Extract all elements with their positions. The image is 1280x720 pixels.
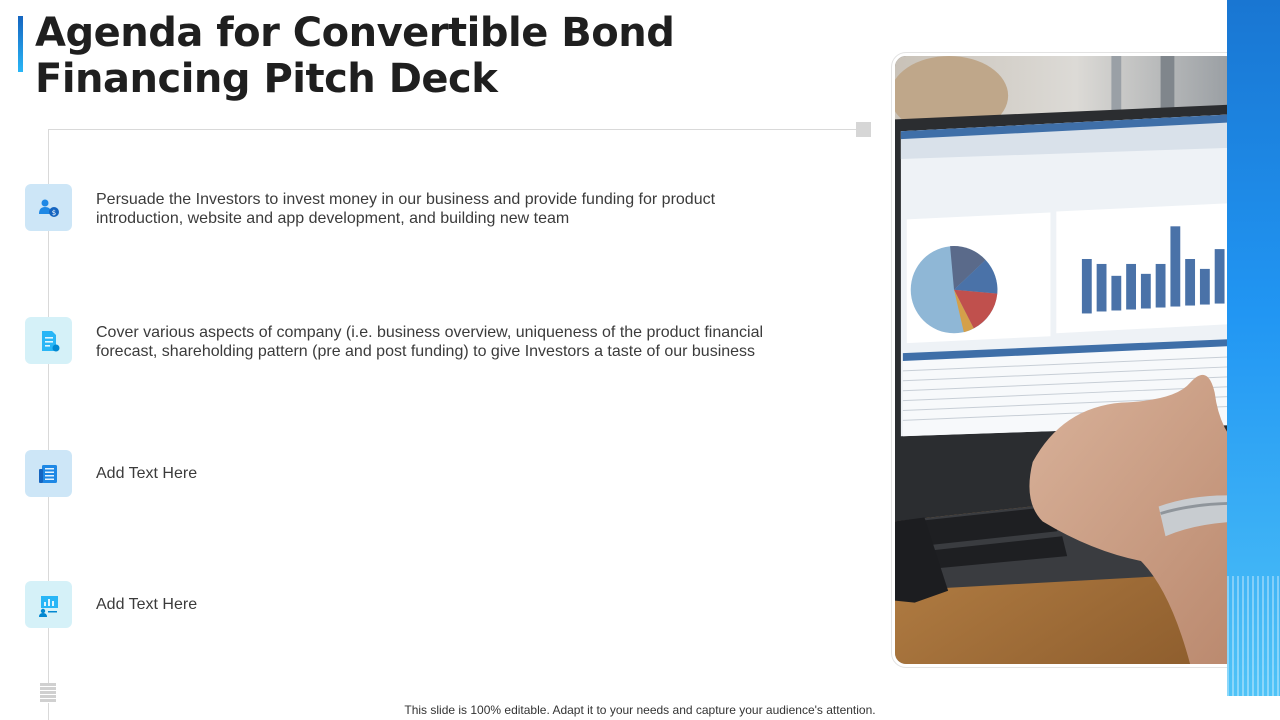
frame-end-marker [40,683,56,703]
decorative-edge-bar [1227,0,1280,696]
slide-title: Agenda for Convertible Bond Financing Pitch Deck [35,10,675,102]
agenda-item-text: Add Text Here [96,465,198,482]
agenda-item-text: Persuade the Investors to invest money in our business and provide funding for product introduction, website and app development, and building new team [96,191,716,227]
title-accent-bar [18,16,23,72]
agenda-item-text: Add Text Here [96,596,198,613]
report-document-icon [25,317,72,364]
agenda-item [25,450,785,498]
footer-note: This slide is 100% editable. Adapt it to your needs and capture your audience's attention. [404,703,876,717]
agenda-item [25,317,785,365]
presentation-chart-icon [25,581,72,628]
frame-line-top [48,129,863,130]
investor-money-icon [25,184,72,231]
agenda-item [25,184,785,232]
newspaper-icon [25,450,72,497]
agenda-item-text: Cover various aspects of company (i.e. business overview, uniqueness of the product financial forecast, shareholding pattern (pre and post funding) to give Investors a taste of our business [96,324,764,360]
frame-corner-square [856,122,871,137]
agenda-item [25,581,785,629]
svg-text:$: $ [51,208,56,217]
laptop-spreadsheet-photo [892,53,1260,667]
